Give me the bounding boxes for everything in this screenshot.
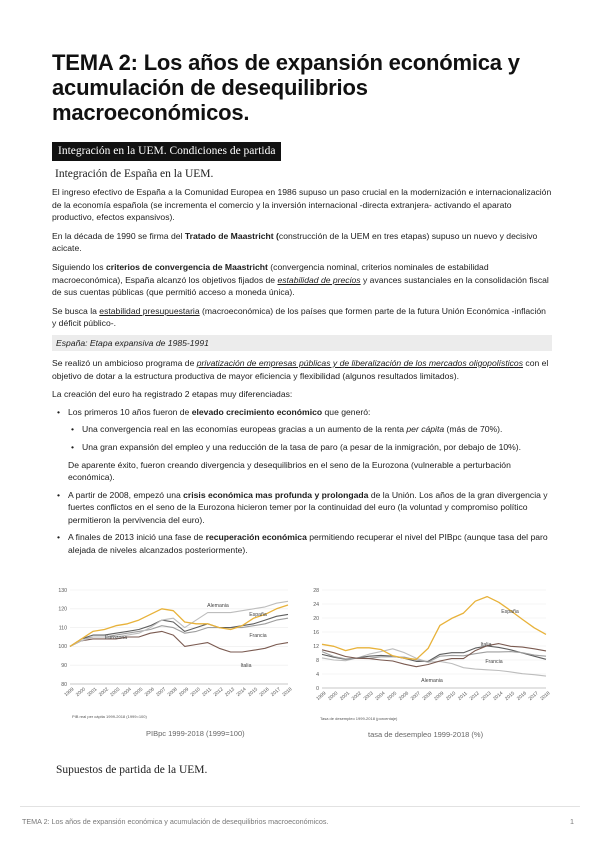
series-label: Alemania: [207, 603, 229, 609]
y-tick-label: 130: [58, 587, 67, 594]
list-item: • A partir de 2008, empezó una crisis económica mas profunda y prolongada de la Unión. Los años de la gran divergencia y fuertes conflictos en el seno de la Eurozona hicieron temer por la continuidad del euro (la voluntad y compromiso político permitieron la pervivencia del euro).: [52, 489, 552, 527]
x-tick-label: 2014: [236, 687, 248, 698]
x-tick-label: 2007: [155, 687, 168, 698]
x-tick-label: 2005: [386, 691, 399, 702]
list-item: • Los primeros 10 años fueron de elevado crecimiento económico que generó:: [52, 406, 552, 419]
series-line-francia: [322, 652, 546, 663]
paragraph-estabilidad: Se busca la estabilidad presupuestaria (macroeconómica) de los países que formen parte de la futura Unión Económica -inflación y déficit público-.: [52, 305, 546, 329]
y-tick-label: 90: [61, 663, 67, 669]
x-tick-label: 2017: [528, 691, 540, 702]
x-tick-label: 2001: [339, 691, 351, 702]
x-tick-label: 2002: [351, 691, 363, 702]
x-tick-label: 2005: [132, 687, 145, 698]
series-label: Francia: [249, 633, 267, 639]
x-tick-label: 2003: [109, 687, 122, 698]
x-tick-label: 2000: [327, 691, 340, 702]
x-tick-label: 2008: [167, 687, 179, 698]
chart-source-note: PIB real per cápita 1999-2018 (1999=100): [72, 714, 147, 719]
y-tick-label: 110: [58, 625, 67, 632]
paragraph-euro: La creación del euro ha registrado 2 etapas muy diferenciadas:: [52, 389, 293, 400]
paragraph-ingreso: El ingreso efectivo de España a la Comunidad Europea en 1986 supuso un paso crucial en la modernización e internacionalización de la economía española (se incrementa el comercio y la inversión internacional -directa extranjera- activando el aparato productivo, efectos expansivos).: [52, 187, 552, 223]
section-heading-supuestos: Supuestos de partida de la UEM.: [56, 764, 208, 776]
chart-pibpc: [52, 580, 292, 728]
x-tick-label: 2008: [422, 691, 434, 702]
x-tick-label: 2007: [410, 691, 422, 702]
series-label: Alemania: [421, 678, 443, 684]
x-tick-label: 2004: [121, 687, 133, 698]
paragraph-maastricht: En la década de 1990 se firma del Tratado de Maastricht (construcción de la UEM en tres etapas) supuso un nuevo y decisivo acicate.: [52, 230, 538, 254]
x-tick-label: 2011: [201, 687, 213, 698]
page-number: 1: [570, 817, 574, 826]
x-tick-label: 2016: [516, 691, 528, 702]
series-label: Eurozona: [104, 635, 128, 641]
x-tick-label: 2001: [86, 687, 99, 698]
x-tick-label: 2011: [457, 691, 469, 702]
list-continuation: De aparente éxito, fueron creando divergencia y desequilibrios en el seno de la Eurozona (vulnerable a perturbación económica).: [68, 459, 511, 483]
y-tick-label: 24: [313, 601, 319, 608]
figures-row: [52, 580, 552, 750]
x-tick-label: 2010: [190, 687, 202, 698]
x-tick-label: 2003: [363, 691, 375, 702]
x-tick-label: 2018: [281, 687, 294, 698]
x-tick-label: 2015: [504, 691, 517, 702]
footer-text: TEMA 2: Los años de expansión económica y acumulación de desequilibrios macroeconómicos.: [22, 817, 329, 826]
paragraph-criterios: Siguiendo los criterios de convergencia de Maastricht (convergencia nominal, criterios nominales de estabilidad macroeconómica), España alcanzó los objetivos fijados de estabilidad de precios y avances sustanciales en la consolidación fiscal de sus cuentas públicas (que permitió acceso a moneda única).: [52, 261, 549, 298]
x-tick-label: 1999: [63, 687, 76, 698]
chart-source-note: Tasa de desempleo 1999-2018 (porcentaje): [320, 716, 398, 721]
paragraph-privatizacion: Se realizó un ambicioso programa de privatización de empresas públicas y de liberalización de los mercados oligopolísticos con el objetivo de dotar a la estructura productiva de mayor eficiencia y flexibilidad (algunos resultados limitados).: [52, 357, 549, 381]
series-label: Italia: [240, 663, 252, 669]
x-tick-label: 1999: [315, 691, 328, 702]
list-item: • Una gran expansión del empleo y una reducción de la tasa de paro (a pesar de la inmigración, por debajo de 10%).: [52, 441, 552, 454]
x-tick-label: 2015: [247, 687, 259, 698]
x-tick-label: 2000: [75, 687, 87, 698]
x-tick-label: 2013: [224, 687, 237, 698]
x-tick-label: 2017: [270, 687, 282, 698]
x-tick-label: 2012: [469, 691, 481, 702]
series-label: España: [249, 612, 267, 618]
y-tick-label: 80: [61, 681, 67, 688]
x-tick-label: 2009: [433, 691, 446, 702]
y-tick-label: 8: [316, 657, 319, 664]
bullet-list: [52, 406, 552, 557]
y-tick-label: 120: [58, 606, 67, 613]
chart-desempleo: [308, 580, 552, 728]
series-label: España: [501, 609, 519, 615]
subsection-heading: Integración de España en la UEM.: [55, 168, 214, 180]
list-item: • Una convergencia real en las economías europeas gracias a un aumento de la renta per cápita (más de 70%).: [52, 423, 552, 436]
series-label: Italia: [480, 642, 492, 648]
list-item: • A finales de 2013 inició una fase de recuperación económica permitiendo recuperar el nivel del PIBpc (aunque tasa del paro alejada de niveles alcanzados posteriormente).: [52, 531, 552, 556]
x-tick-label: 2006: [398, 691, 410, 702]
callout-etapa-expansiva: España: Etapa expansiva de 1985-1991: [52, 335, 552, 351]
series-line-alemania: [70, 601, 288, 646]
y-tick-label: 28: [313, 587, 319, 594]
y-tick-label: 0: [316, 685, 319, 692]
x-tick-label: 2010: [445, 691, 458, 702]
footer-divider: [20, 806, 580, 807]
x-tick-label: 2018: [539, 691, 552, 702]
x-tick-label: 2004: [374, 691, 387, 702]
y-tick-label: 4: [316, 671, 319, 678]
series-label: Francia: [485, 659, 503, 665]
document-page: [52, 50, 552, 557]
y-tick-label: 20: [313, 615, 319, 622]
x-tick-label: 2016: [259, 687, 271, 698]
figure-caption-pibpc: PIBpc 1999-2018 (1999=100): [146, 729, 245, 738]
figure-caption-desempleo: tasa de desempleo 1999-2018 (%): [368, 730, 484, 739]
x-tick-label: 2012: [213, 687, 225, 698]
series-line-italia: [322, 644, 546, 667]
y-tick-label: 100: [58, 644, 67, 651]
x-tick-label: 2013: [481, 691, 493, 702]
x-tick-label: 2002: [98, 687, 110, 698]
y-tick-label: 12: [313, 643, 319, 650]
x-tick-label: 2006: [144, 687, 156, 698]
x-tick-label: 2014: [492, 691, 505, 702]
y-tick-label: 16: [313, 629, 319, 636]
page-title: TEMA 2: Los años de expansión económica y acumulación de desequilibrios macroeconómicos.: [52, 50, 520, 125]
x-tick-label: 2009: [178, 687, 191, 698]
section-heading: Integración en la UEM. Condiciones de partida: [52, 142, 281, 161]
